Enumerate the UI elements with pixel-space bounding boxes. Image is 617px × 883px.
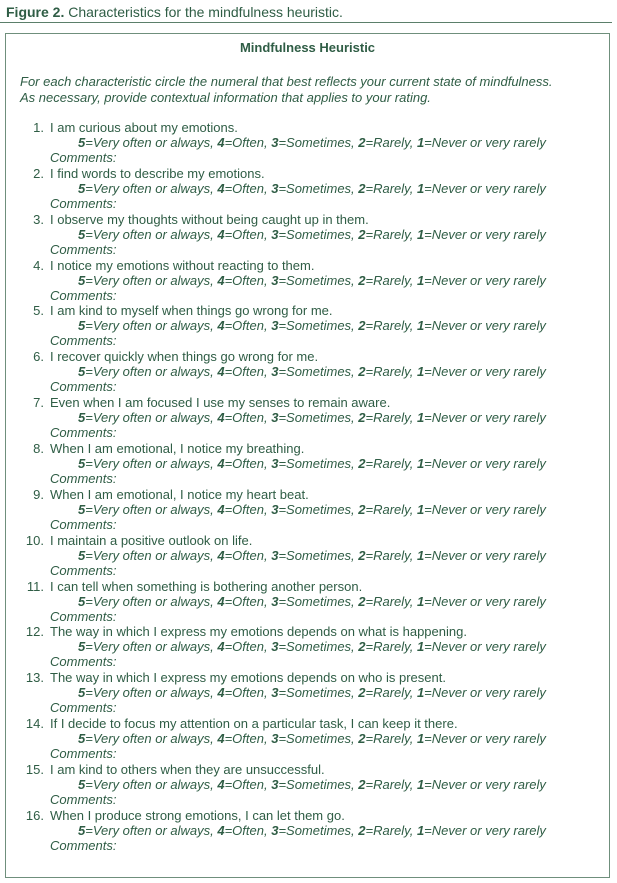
box-title: Mindfulness Heuristic [239, 40, 376, 55]
rating-scale[interactable] [78, 318, 546, 333]
rating-scale[interactable] [78, 594, 546, 609]
list-item [6, 349, 606, 395]
rating-option-label: =Often, [224, 822, 272, 838]
rating-option-2[interactable]: 2 [358, 135, 366, 150]
list-item [6, 303, 606, 349]
rating-option-label: =Very often or always, [85, 731, 218, 747]
comments-label: Comments: [50, 791, 117, 807]
item-number: 11. [26, 578, 44, 594]
rating-option-5[interactable]: 5 [78, 776, 86, 792]
rating-option-label: =Rarely, [365, 501, 417, 517]
list-item [6, 716, 606, 762]
rating-option-label: =Often, [224, 776, 272, 792]
rating-scale[interactable] [78, 227, 546, 242]
rating-option-2[interactable]: 2 [358, 226, 366, 242]
rating-option-label: =Often, [224, 410, 272, 426]
rating-option-4[interactable]: 4 [217, 776, 225, 792]
comments-label: Comments: [50, 195, 117, 211]
item-statement: The way in which I express my emotions depends on what is happening. [50, 624, 467, 640]
rating-option-1[interactable]: 1 [416, 822, 425, 838]
rating-option-label: =Rarely, [365, 180, 417, 196]
rating-option-1[interactable]: 1 [416, 226, 425, 242]
item-number: 8. [33, 440, 44, 456]
rating-option-1[interactable]: 1 [416, 776, 425, 792]
rating-option-label: =Sometimes, [278, 685, 359, 701]
rating-scale[interactable] [78, 823, 546, 838]
list-item [6, 258, 606, 304]
comments-label: Comments: [50, 700, 117, 716]
rating-option-5[interactable]: 5 [78, 318, 86, 334]
rating-option-label: =Never or very rarely [424, 731, 546, 747]
list-item [6, 212, 606, 258]
item-statement: I maintain a positive outlook on life. [50, 532, 253, 548]
list-item [6, 441, 606, 487]
rating-option-label: =Never or very rarely [424, 593, 546, 609]
item-statement: When I am emotional, I notice my heart beat. [50, 486, 309, 502]
item-statement: I am kind to myself when things go wrong for me. [50, 303, 333, 319]
rating-option-label: =Never or very rarely [424, 364, 546, 380]
rating-option-3[interactable]: 3 [271, 639, 279, 655]
rating-option-4[interactable]: 4 [217, 135, 225, 150]
rating-option-5[interactable]: 5 [78, 685, 86, 701]
rating-option-4[interactable]: 4 [217, 180, 225, 196]
rating-option-label: =Rarely, [365, 135, 417, 150]
rating-option-label: =Rarely, [365, 593, 417, 609]
rating-option-5[interactable]: 5 [78, 501, 86, 517]
item-statement: If I decide to focus my attention on a particular task, I can keep it there. [50, 716, 458, 732]
rating-option-label: =Very often or always, [85, 547, 218, 563]
rating-option-1[interactable]: 1 [416, 364, 425, 380]
rating-option-3[interactable]: 3 [271, 135, 279, 150]
rating-option-label: =Often, [224, 364, 272, 380]
rating-scale[interactable] [78, 364, 546, 379]
rating-option-5[interactable]: 5 [78, 410, 86, 426]
rating-option-label: =Very often or always, [85, 455, 218, 471]
rating-option-1[interactable]: 1 [416, 180, 425, 196]
heuristic-box [5, 33, 610, 878]
comments-label: Comments: [50, 333, 117, 349]
rating-option-label: =Sometimes, [278, 135, 359, 150]
rating-option-label: =Never or very rarely [424, 226, 546, 242]
list-item [6, 762, 606, 808]
rating-option-label: =Never or very rarely [424, 501, 546, 517]
rating-option-4[interactable]: 4 [217, 226, 225, 242]
rating-option-label: =Rarely, [365, 731, 417, 747]
figure-label: Figure 2. [6, 4, 65, 20]
comments-label: Comments: [50, 470, 117, 486]
rating-option-5[interactable]: 5 [78, 272, 86, 288]
rating-option-label: =Rarely, [365, 776, 417, 792]
rating-option-label: =Sometimes, [278, 410, 359, 426]
figure-caption-text: Characteristics for the mindfulness heuristic. [68, 4, 343, 20]
rating-option-label: =Never or very rarely [424, 135, 546, 150]
rating-option-label: =Often, [224, 639, 272, 655]
rating-option-label: =Sometimes, [278, 593, 359, 609]
item-number: 13. [25, 670, 44, 686]
rating-option-label: =Rarely, [365, 318, 417, 334]
rating-option-1[interactable]: 1 [416, 639, 425, 655]
item-statement: When I am emotional, I notice my breathing. [50, 440, 305, 456]
rating-option-3[interactable]: 3 [271, 731, 279, 747]
rating-option-label: =Often, [224, 593, 272, 609]
rating-option-label: =Sometimes, [278, 364, 359, 380]
comments-label: Comments: [50, 516, 117, 532]
rating-option-2[interactable]: 2 [358, 685, 366, 701]
rating-option-label: =Very often or always, [85, 593, 218, 609]
rating-option-4[interactable]: 4 [217, 639, 225, 655]
rating-option-label: =Sometimes, [278, 639, 359, 655]
rating-option-label: =Often, [224, 547, 272, 563]
rating-option-2[interactable]: 2 [358, 776, 366, 792]
rating-option-label: =Often, [224, 731, 272, 747]
rating-option-1[interactable]: 1 [416, 135, 425, 150]
rating-option-3[interactable]: 3 [271, 501, 279, 517]
comments-label: Comments: [50, 241, 117, 257]
rating-option-label: =Often, [224, 180, 272, 196]
comments-label: Comments: [50, 654, 117, 670]
rating-option-5[interactable]: 5 [78, 455, 86, 471]
item-statement: I am curious about my emotions. [50, 120, 238, 135]
rating-option-label: =Rarely, [365, 364, 417, 380]
rating-option-label: =Never or very rarely [424, 272, 546, 288]
rating-option-2[interactable]: 2 [358, 180, 366, 196]
rating-option-4[interactable]: 4 [217, 501, 225, 517]
comments-label: Comments: [50, 608, 117, 624]
rating-option-5[interactable]: 5 [78, 639, 86, 655]
rating-option-2[interactable]: 2 [358, 822, 366, 838]
rating-option-3[interactable]: 3 [271, 364, 279, 380]
rating-option-5[interactable]: 5 [78, 731, 86, 747]
comments-label: Comments: [50, 287, 117, 303]
rating-option-2[interactable]: 2 [358, 410, 366, 426]
rating-scale[interactable] [78, 273, 546, 288]
item-number: 5. [33, 303, 44, 319]
caption-rule [0, 22, 612, 23]
rating-option-label: =Never or very rarely [424, 639, 546, 655]
rating-option-label: =Never or very rarely [424, 180, 546, 196]
rating-option-label: =Never or very rarely [424, 776, 546, 792]
rating-scale[interactable] [78, 777, 546, 792]
list-item [6, 166, 606, 212]
rating-option-label: =Never or very rarely [424, 685, 546, 701]
rating-option-4[interactable]: 4 [217, 318, 225, 334]
list-item [6, 579, 606, 625]
rating-option-label: =Often, [224, 272, 272, 288]
rating-scale[interactable] [78, 410, 546, 425]
rating-option-label: =Very often or always, [85, 318, 218, 334]
rating-option-1[interactable]: 1 [416, 731, 425, 747]
item-number: 10. [25, 532, 44, 548]
rating-option-label: =Sometimes, [278, 501, 359, 517]
rating-option-4[interactable]: 4 [217, 822, 225, 838]
item-number: 6. [33, 349, 44, 365]
item-statement: Even when I am focused I use my senses to remain aware. [50, 395, 391, 411]
rating-option-label: =Very often or always, [85, 685, 218, 701]
rating-option-label: =Very often or always, [85, 410, 218, 426]
list-item [6, 624, 606, 670]
item-statement: I can tell when something is bothering another person. [50, 578, 363, 594]
rating-option-3[interactable]: 3 [271, 685, 279, 701]
rating-option-4[interactable]: 4 [217, 593, 225, 609]
rating-option-label: =Often, [224, 455, 272, 471]
comments-label: Comments: [50, 562, 117, 578]
item-statement: I notice my emotions without reacting to them. [50, 257, 315, 273]
rating-option-label: =Rarely, [365, 226, 417, 242]
rating-option-2[interactable]: 2 [358, 272, 366, 288]
list-item [6, 808, 606, 854]
rating-option-label: =Rarely, [365, 639, 417, 655]
rating-option-label: =Often, [224, 501, 272, 517]
rating-option-2[interactable]: 2 [358, 455, 366, 471]
rating-option-4[interactable]: 4 [217, 731, 225, 747]
rating-option-1[interactable]: 1 [416, 547, 425, 563]
comments-label: Comments: [50, 746, 117, 762]
rating-option-3[interactable]: 3 [271, 455, 279, 471]
rating-option-label: =Rarely, [365, 822, 417, 838]
comments-label: Comments: [50, 379, 117, 395]
item-statement: I am kind to others when they are unsuccessful. [50, 761, 325, 777]
rating-option-label: =Never or very rarely [424, 822, 546, 838]
rating-option-label: =Sometimes, [278, 455, 359, 471]
rating-option-1[interactable]: 1 [416, 685, 425, 701]
rating-option-label: =Very often or always, [85, 135, 218, 150]
rating-option-5[interactable]: 5 [78, 226, 86, 242]
item-statement: I recover quickly when things go wrong for me. [50, 349, 319, 365]
rating-option-label: =Often, [224, 226, 272, 242]
rating-option-2[interactable]: 2 [358, 318, 366, 334]
item-statement: I find words to describe my emotions. [50, 165, 265, 181]
instructions [20, 74, 600, 106]
rating-option-4[interactable]: 4 [217, 455, 225, 471]
rating-option-2[interactable]: 2 [358, 731, 366, 747]
rating-option-label: =Sometimes, [278, 731, 359, 747]
rating-option-3[interactable]: 3 [271, 180, 279, 196]
item-statement: When I produce strong emotions, I can let them go. [50, 807, 345, 823]
item-number: 4. [33, 257, 44, 273]
rating-option-label: =Sometimes, [278, 822, 359, 838]
rating-scale[interactable] [78, 135, 546, 150]
list-item [6, 120, 606, 166]
rating-option-3[interactable]: 3 [271, 318, 279, 334]
item-statement: I observe my thoughts without being caught up in them. [50, 211, 369, 227]
rating-option-5[interactable]: 5 [78, 547, 86, 563]
rating-option-label: =Rarely, [365, 272, 417, 288]
rating-option-5[interactable]: 5 [78, 180, 86, 196]
comments-label: Comments: [50, 150, 117, 165]
item-number: 3. [33, 211, 44, 227]
item-number: 12. [25, 624, 44, 640]
rating-option-label: =Rarely, [365, 410, 417, 426]
item-number: 9. [33, 486, 44, 502]
rating-option-4[interactable]: 4 [217, 364, 225, 380]
rating-option-1[interactable]: 1 [416, 410, 425, 426]
rating-option-label: =Sometimes, [278, 226, 359, 242]
rating-option-3[interactable]: 3 [271, 547, 279, 563]
rating-scale[interactable] [78, 731, 546, 746]
rating-option-label: =Often, [224, 318, 272, 334]
rating-option-label: =Very often or always, [85, 501, 218, 517]
comments-label: Comments: [50, 425, 117, 441]
rating-option-label: =Rarely, [365, 685, 417, 701]
rating-option-label: =Very often or always, [85, 776, 218, 792]
item-number: 1. [33, 120, 44, 135]
rating-scale[interactable] [78, 685, 546, 700]
rating-scale[interactable] [78, 502, 546, 517]
rating-scale[interactable] [78, 456, 546, 471]
rating-option-3[interactable]: 3 [271, 272, 279, 288]
rating-option-label: =Very often or always, [85, 226, 218, 242]
rating-option-5[interactable]: 5 [78, 822, 86, 838]
rating-option-label: =Never or very rarely [424, 455, 546, 471]
item-statement: The way in which I express my emotions depends on who is present. [50, 670, 446, 686]
rating-option-1[interactable]: 1 [416, 501, 425, 517]
rating-option-3[interactable]: 3 [271, 593, 279, 609]
comments-label: Comments: [50, 837, 117, 853]
rating-option-label: =Never or very rarely [424, 318, 546, 334]
rating-option-4[interactable]: 4 [217, 547, 225, 563]
rating-option-2[interactable]: 2 [358, 501, 366, 517]
rating-option-label: =Sometimes, [278, 318, 359, 334]
rating-option-5[interactable]: 5 [78, 593, 86, 609]
rating-option-1[interactable]: 1 [416, 272, 425, 288]
rating-option-label: =Sometimes, [278, 180, 359, 196]
rating-scale[interactable] [78, 639, 546, 654]
rating-option-label: =Never or very rarely [424, 410, 546, 426]
rating-option-label: =Never or very rarely [424, 547, 546, 563]
rating-option-5[interactable]: 5 [78, 364, 86, 380]
rating-option-label: =Very often or always, [85, 364, 218, 380]
item-number: 2. [33, 165, 44, 181]
rating-option-4[interactable]: 4 [217, 685, 225, 701]
rating-option-4[interactable]: 4 [217, 272, 225, 288]
rating-option-label: =Sometimes, [278, 776, 359, 792]
figure-caption [6, 4, 343, 20]
rating-option-1[interactable]: 1 [416, 593, 425, 609]
rating-option-label: =Often, [224, 135, 272, 150]
rating-option-3[interactable]: 3 [271, 822, 279, 838]
rating-option-label: =Sometimes, [278, 272, 359, 288]
item-number: 14. [25, 716, 44, 732]
rating-option-3[interactable]: 3 [271, 226, 279, 242]
rating-option-4[interactable]: 4 [217, 410, 225, 426]
rating-scale[interactable] [78, 181, 546, 196]
rating-option-2[interactable]: 2 [358, 593, 366, 609]
rating-scale[interactable] [78, 548, 546, 563]
list-item [6, 533, 606, 579]
rating-option-label: =Very often or always, [85, 180, 218, 196]
instructions-line-1: For each characteristic circle the numeral that best reflects your current state of mindfulness. [20, 74, 553, 89]
item-number: 7. [33, 395, 44, 411]
list-item [6, 670, 606, 716]
list-item [6, 487, 606, 533]
item-number: 15. [25, 761, 44, 777]
instructions-line-2: As necessary, provide contextual information that applies to your rating. [20, 90, 431, 105]
rating-option-label: =Very often or always, [85, 822, 218, 838]
rating-option-label: =Very often or always, [85, 639, 218, 655]
rating-option-2[interactable]: 2 [358, 547, 366, 563]
rating-option-2[interactable]: 2 [358, 364, 366, 380]
rating-option-5[interactable]: 5 [78, 135, 86, 150]
rating-option-label: =Rarely, [365, 455, 417, 471]
rating-option-2[interactable]: 2 [358, 639, 366, 655]
rating-option-label: =Rarely, [365, 547, 417, 563]
rating-option-label: =Very often or always, [85, 272, 218, 288]
rating-option-label: =Sometimes, [278, 547, 359, 563]
rating-option-1[interactable]: 1 [416, 455, 425, 471]
rating-option-1[interactable]: 1 [416, 318, 425, 334]
rating-option-label: =Often, [224, 685, 272, 701]
list-item [6, 395, 606, 441]
rating-option-3[interactable]: 3 [271, 410, 279, 426]
rating-option-3[interactable]: 3 [271, 776, 279, 792]
item-number: 16. [25, 807, 44, 823]
